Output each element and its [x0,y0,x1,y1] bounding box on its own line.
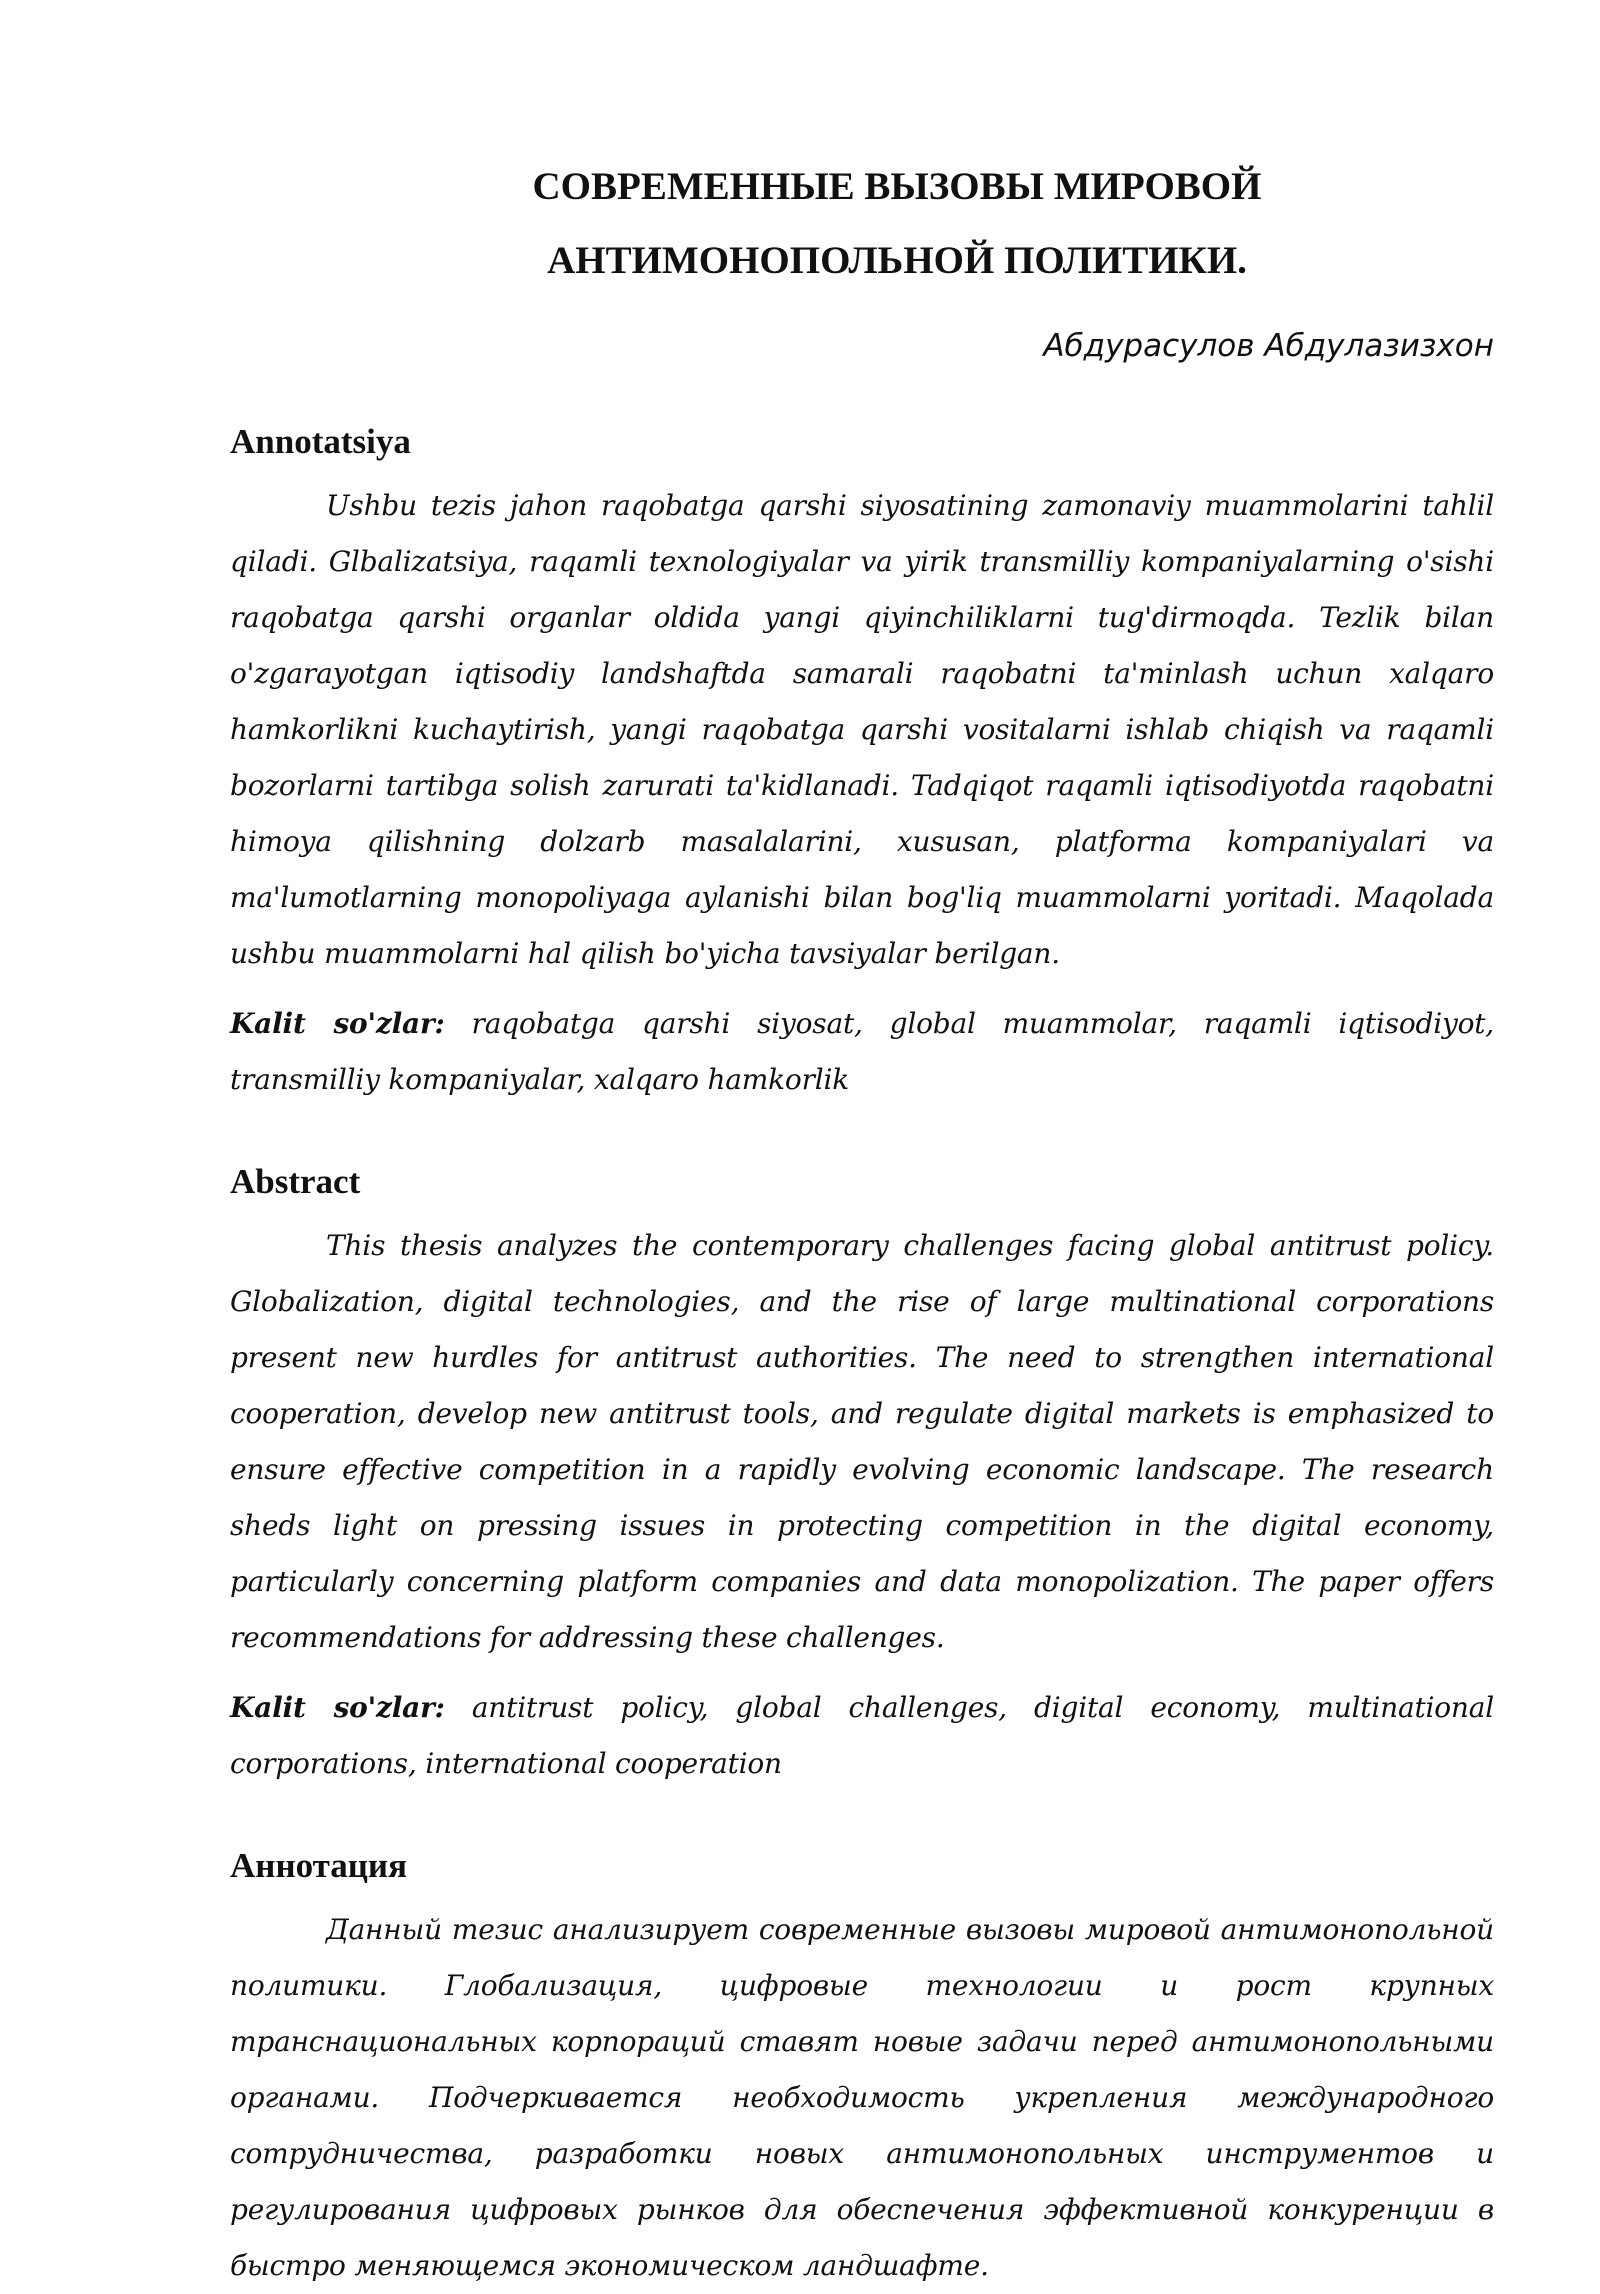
section-heading-annotatsiya-ru: Аннотация [230,1846,408,1885]
section-annotatsiya-ru [230,1844,1494,2294]
annotatsiya-ru-paragraph: Данный тезис анализирует современные вызовы мировой антимонопольной политики. Глобализация, цифровые технологии и рост крупных транснациональных корпораций ставят новые задачи перед антимонопольными органами. Подчеркивается необходимость укрепления международного сотрудничества, разработки новых антимонопольных инструментов и регулирования цифровых рынков для обеспечения эффективной конкуренции в быстро меняющемся экономическом ландшафте. [230,1913,1494,2282]
keywords-label: Kalit so'zlar: [230,1691,445,1724]
section-heading-abstract: Abstract [230,1162,361,1201]
annotatsiya-paragraph: Ushbu tezis jahon raqobatga qarshi siyosatining zamonaviy muammolarini tahlil qiladi. Glbalizatsiya, raqamli texnologiyalar va yirik transmilliy kompaniyalarning o'sishi raqobatga qarshi organlar oldida yangi qiyinchiliklarni tug'dirmoqda. Tezlik bilan o'zgarayotgan iqtisodiy landshaftda samarali raqobatni ta'minlash uchun xalqaro hamkorlikni kuchaytirish, yangi raqobatga qarshi vositalarni ishlab chiqish va raqamli bozorlarni tartibga solish zarurati ta'kidlanadi. Tadqiqot raqamli iqtisodiyotda raqobatni himoya qilishning dolzarb masalalarini, xususan, platforma kompaniyalari va ma'lumotlarning monopoliyaga aylanishi bilan bog'liq muammolarni yoritadi. Maqolada ushbu muammolarni hal qilish bo'yicha tavsiyalar berilgan. [230,489,1494,970]
page-content [230,150,1494,2294]
section-abstract [230,1160,1494,1792]
keywords-text: raqobatga qarshi siyosat, global muammolar, raqamli iqtisodiyot, transmilliy kompaniyalar, xalqaro hamkorlik [230,1007,1494,1096]
paper-title-line-2: АНТИМОНОПОЛЬНОЙ ПОЛИТИКИ. [547,239,1247,282]
author-name: Абдурасулов Абдулазизхон [1043,328,1494,364]
abstract-keywords [230,1680,1494,1792]
keywords-label: Kalit so'zlar: [230,1007,445,1040]
section-annotatsiya [230,420,1494,1108]
paper-title-line-1: СОВРЕМЕННЫЕ ВЫЗОВЫ МИРОВОЙ [532,165,1262,208]
keywords-text: antitrust policy, global challenges, digital economy, multinational corporations, international cooperation [230,1691,1494,1780]
abstract-paragraph: This thesis analyzes the contemporary challenges facing global antitrust policy. Globalization, digital technologies, and the rise of large multinational corporations present new hurdles for antitrust authorities. The need to strengthen international cooperation, develop new antitrust tools, and regulate digital markets is emphasized to ensure effective competition in a rapidly evolving economic landscape. The research sheds light on pressing issues in protecting competition in the digital economy, particularly concerning platform companies and data monopolization. The paper offers recommendations for addressing these challenges. [230,1229,1494,1654]
paper-title [230,150,1494,298]
section-heading-annotatsiya: Annotatsiya [230,422,411,461]
annotatsiya-keywords [230,996,1494,1108]
